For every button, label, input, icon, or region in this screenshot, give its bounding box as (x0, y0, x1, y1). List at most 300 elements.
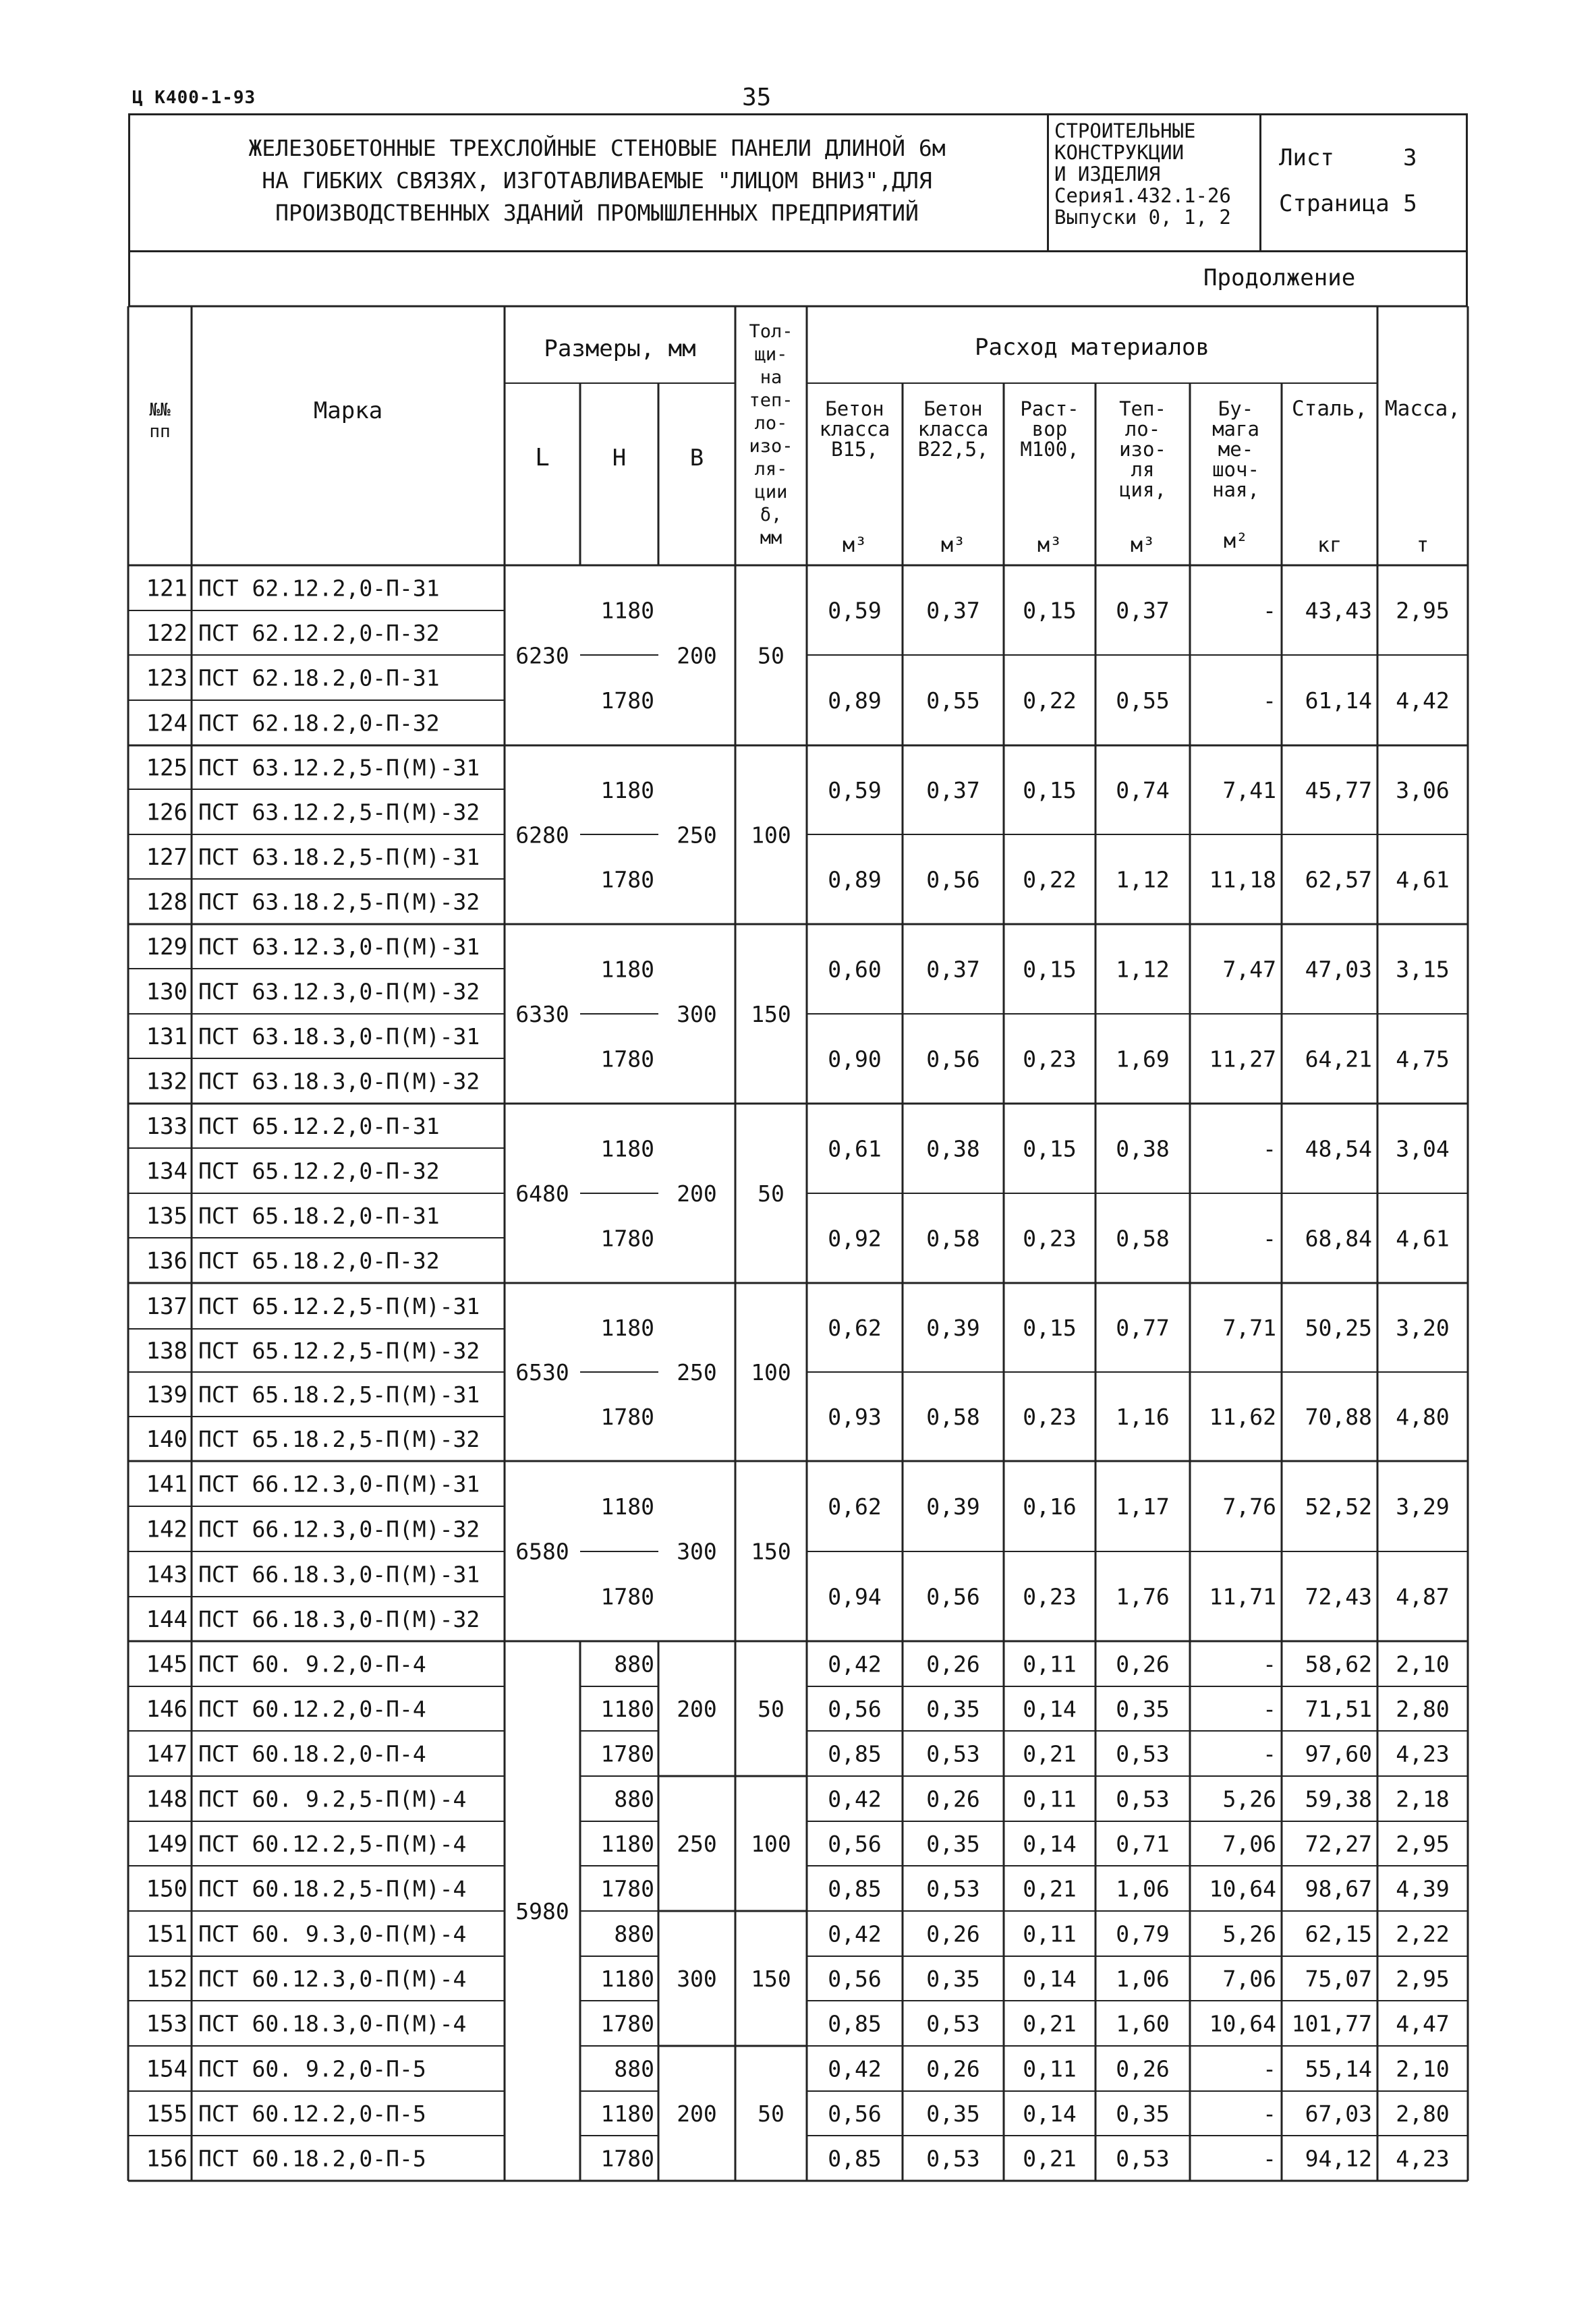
insulation-thickness: 150 (751, 1538, 791, 1565)
length-L: 6330 (515, 1001, 569, 1027)
paper: - (1263, 2101, 1276, 2127)
header-thickness: щи- (754, 344, 788, 365)
row-mark: ПСТ 60. 9.3,0-П(М)-4 (198, 1920, 467, 1947)
concrete-b15: 0,42 (828, 1920, 882, 1947)
row-number: 130 (146, 978, 188, 1006)
mortar: 0,15 (1023, 777, 1077, 803)
document-code: Ц К400-1-93 (132, 88, 256, 108)
insulation: 0,26 (1116, 2055, 1170, 2082)
paper: 7,06 (1222, 1966, 1276, 1992)
sheet-number: 3 (1403, 144, 1417, 171)
unit-t: т (1416, 534, 1429, 557)
title-line: ПРОИЗВОДСТВЕННЫХ ЗДАНИЙ ПРОМЫШЛЕННЫХ ПРЕДПРИЯТИЙ (275, 200, 919, 226)
concrete-b15: 0,89 (828, 866, 882, 893)
mass: 3,20 (1396, 1315, 1450, 1341)
height-H: 1180 (600, 1966, 654, 1992)
row-number: 126 (146, 799, 188, 826)
concrete-b15: 0,94 (828, 1583, 882, 1610)
concrete-b22-5: 0,53 (926, 1740, 980, 1767)
row-mark: ПСТ 62.12.2,0-П-32 (198, 620, 440, 646)
row-number: 131 (146, 1023, 188, 1050)
header-mark: Марка (313, 397, 383, 424)
row-number: 129 (146, 934, 188, 961)
concrete-b22-5: 0,26 (926, 1920, 980, 1947)
height-H: 1780 (600, 1740, 654, 1767)
insulation: 1,06 (1116, 1875, 1170, 1902)
row-number: 133 (146, 1113, 188, 1140)
steel: 97,60 (1305, 1740, 1372, 1767)
concrete-b22-5: 0,53 (926, 1875, 980, 1902)
height-H: 1780 (600, 1875, 654, 1902)
insulation: 0,79 (1116, 1920, 1170, 1947)
header-concrete-b15: В15, (831, 438, 878, 461)
mass: 4,39 (1396, 1875, 1450, 1902)
row-mark: ПСТ 65.12.2,5-П(М)-31 (198, 1293, 480, 1319)
width-B: 250 (677, 822, 717, 849)
height-H: 1780 (600, 1046, 654, 1073)
steel: 98,67 (1305, 1875, 1372, 1902)
mortar: 0,15 (1023, 597, 1077, 624)
height-H: 1780 (600, 2010, 654, 2037)
length-L: 6580 (515, 1538, 569, 1565)
concrete-b15: 0,85 (828, 1740, 882, 1767)
row-number: 124 (146, 710, 188, 737)
header-concrete-b22-5: Бетон (923, 397, 983, 420)
mortar: 0,14 (1023, 1696, 1077, 1722)
steel: 62,15 (1305, 1920, 1372, 1947)
paper: - (1263, 2145, 1276, 2172)
paper: - (1263, 1135, 1276, 1162)
paper: 7,47 (1222, 956, 1276, 983)
row-number: 123 (146, 664, 188, 692)
mortar: 0,21 (1023, 2145, 1077, 2172)
header-paper: шоч- (1212, 458, 1259, 481)
mortar: 0,22 (1023, 866, 1077, 893)
row-number: 141 (146, 1471, 188, 1498)
row-number: 144 (146, 1606, 188, 1633)
mortar: 0,11 (1023, 2055, 1077, 2082)
row-number: 153 (146, 2010, 188, 2038)
unit-kg: кг (1317, 534, 1342, 557)
concrete-b22-5: 0,53 (926, 2145, 980, 2172)
height-H: 1180 (600, 2101, 654, 2127)
width-B: 300 (677, 1001, 717, 1027)
paper: 7,76 (1222, 1493, 1276, 1520)
concrete-b22-5: 0,35 (926, 1966, 980, 1992)
concrete-b15: 0,59 (828, 777, 882, 803)
paper: 11,71 (1209, 1583, 1276, 1610)
mortar: 0,16 (1023, 1493, 1077, 1520)
concrete-b22-5: 0,58 (926, 1225, 980, 1252)
header-thickness: теп- (749, 390, 793, 411)
width-B: 250 (677, 1359, 717, 1386)
row-mark: ПСТ 60.18.2,0-П-5 (198, 2145, 426, 2172)
mortar: 0,15 (1023, 1135, 1077, 1162)
height-H: 1180 (600, 597, 654, 624)
paper: - (1263, 1740, 1276, 1767)
row-number: 137 (146, 1293, 188, 1320)
concrete-b22-5: 0,26 (926, 1651, 980, 1678)
row-mark: ПСТ 63.18.3,0-П(М)-31 (198, 1023, 480, 1050)
steel: 55,14 (1305, 2055, 1372, 2082)
paper: 7,06 (1222, 1831, 1276, 1857)
mass: 4,42 (1396, 687, 1450, 714)
concrete-b15: 0,42 (828, 1786, 882, 1813)
mass: 2,95 (1396, 1831, 1450, 1857)
mortar: 0,11 (1023, 1651, 1077, 1678)
width-B: 200 (677, 1696, 717, 1722)
sheet-label: Лист (1279, 144, 1334, 171)
row-number: 148 (146, 1786, 188, 1813)
steel: 45,77 (1305, 777, 1372, 803)
paper: - (1263, 1651, 1276, 1678)
row-number: 156 (146, 2145, 188, 2173)
paper: - (1263, 597, 1276, 624)
header-thickness: изо- (749, 436, 793, 457)
series-line: КОНСТРУКЦИИ (1054, 141, 1185, 164)
row-mark: ПСТ 63.18.3,0-П(М)-32 (198, 1068, 480, 1095)
row-mark: ПСТ 66.18.3,0-П(М)-31 (198, 1561, 480, 1588)
mortar: 0,21 (1023, 2010, 1077, 2037)
concrete-b22-5: 0,39 (926, 1493, 980, 1520)
height-H: 880 (614, 1920, 654, 1947)
header-H: Н (612, 445, 627, 472)
insulation: 0,37 (1116, 597, 1170, 624)
concrete-b22-5: 0,38 (926, 1135, 980, 1162)
steel: 58,62 (1305, 1651, 1372, 1678)
steel: 52,52 (1305, 1493, 1372, 1520)
concrete-b22-5: 0,37 (926, 956, 980, 983)
header-thickness: ции (754, 482, 788, 503)
insulation: 0,26 (1116, 1651, 1170, 1678)
header-materials: Расход материалов (975, 334, 1209, 361)
height-H: 1780 (600, 1583, 654, 1610)
row-mark: ПСТ 65.18.2,5-П(М)-32 (198, 1426, 480, 1452)
row-number: 138 (146, 1338, 188, 1365)
row-mark: ПСТ 60.12.2,0-П-4 (198, 1696, 426, 1722)
mass: 3,29 (1396, 1493, 1450, 1520)
height-H: 1780 (600, 1225, 654, 1252)
unit-m2: м² (1223, 530, 1249, 553)
title-line: НА ГИБКИХ СВЯЗЯХ, ИЗГОТАВЛИВАЕМЫЕ "ЛИЦОМ ВНИЗ",ДЛЯ (262, 167, 932, 194)
height-H: 880 (614, 1786, 654, 1813)
insulation: 0,38 (1116, 1135, 1170, 1162)
header-mortar: М100, (1020, 438, 1079, 461)
page-number: 35 (742, 84, 772, 111)
mortar: 0,14 (1023, 1831, 1077, 1857)
continuation-label: Продолжение (1203, 264, 1356, 291)
row-number: 122 (146, 620, 188, 647)
concrete-b15: 0,85 (828, 2145, 882, 2172)
concrete-b15: 0,56 (828, 1696, 882, 1722)
header-steel: Сталь, (1292, 397, 1367, 421)
paper: 7,71 (1222, 1315, 1276, 1341)
mass: 4,23 (1396, 1740, 1450, 1767)
header-thickness: мм (760, 527, 782, 548)
insulation: 0,55 (1116, 687, 1170, 714)
insulation-thickness: 50 (758, 1696, 785, 1722)
mass: 4,80 (1396, 1404, 1450, 1430)
paper: 11,62 (1209, 1404, 1276, 1430)
mortar: 0,22 (1023, 687, 1077, 714)
row-mark: ПСТ 66.18.3,0-П(М)-32 (198, 1606, 480, 1632)
insulation: 1,17 (1116, 1493, 1170, 1520)
header-mortar: Раст- (1020, 397, 1079, 420)
header-insulation: ция, (1119, 478, 1166, 501)
paper: - (1263, 1225, 1276, 1252)
mortar: 0,15 (1023, 956, 1077, 983)
unit-m3: м³ (1130, 534, 1156, 557)
mortar: 0,23 (1023, 1583, 1077, 1610)
insulation: 0,35 (1116, 2101, 1170, 2127)
paper: 10,64 (1209, 2010, 1276, 2037)
mass: 2,80 (1396, 1696, 1450, 1722)
concrete-b22-5: 0,26 (926, 1786, 980, 1813)
insulation: 0,53 (1116, 2145, 1170, 2172)
row-mark: ПСТ 65.18.2,0-П-31 (198, 1203, 440, 1229)
height-H: 1780 (600, 687, 654, 714)
height-H: 1180 (600, 1696, 654, 1722)
insulation: 1,12 (1116, 956, 1170, 983)
mortar: 0,21 (1023, 1740, 1077, 1767)
mortar: 0,23 (1023, 1225, 1077, 1252)
insulation: 0,35 (1116, 1696, 1170, 1722)
steel: 94,12 (1305, 2145, 1372, 2172)
concrete-b22-5: 0,26 (926, 2055, 980, 2082)
mass: 4,87 (1396, 1583, 1450, 1610)
concrete-b22-5: 0,35 (926, 2101, 980, 2127)
mass: 3,15 (1396, 956, 1450, 983)
concrete-b15: 0,56 (828, 1831, 882, 1857)
header-concrete-b22-5: В22,5, (917, 438, 989, 461)
row-number: 146 (146, 1696, 188, 1723)
height-H: 880 (614, 1651, 654, 1678)
row-number: 154 (146, 2055, 188, 2083)
row-number: 142 (146, 1516, 188, 1543)
row-mark: ПСТ 63.18.2,5-П(М)-31 (198, 844, 480, 870)
row-mark: ПСТ 66.12.3,0-П(М)-31 (198, 1471, 480, 1497)
insulation-thickness: 150 (751, 1001, 791, 1027)
steel: 62,57 (1305, 866, 1372, 893)
insulation: 1,69 (1116, 1046, 1170, 1073)
height-H: 1180 (600, 1493, 654, 1520)
mass: 4,61 (1396, 866, 1450, 893)
header-thickness: ло- (754, 413, 788, 434)
concrete-b15: 0,42 (828, 1651, 882, 1678)
insulation: 0,74 (1116, 777, 1170, 803)
length-L: 6480 (515, 1180, 569, 1207)
concrete-b22-5: 0,35 (926, 1831, 980, 1857)
insulation: 0,53 (1116, 1740, 1170, 1767)
insulation: 0,53 (1116, 1786, 1170, 1813)
row-mark: ПСТ 65.12.2,0-П-32 (198, 1158, 440, 1185)
insulation: 0,71 (1116, 1831, 1170, 1857)
series-line: И ИЗДЕЛИЯ (1054, 163, 1161, 186)
width-B: 200 (677, 2101, 717, 2127)
concrete-b15: 0,90 (828, 1046, 882, 1073)
height-H: 1180 (600, 1135, 654, 1162)
header-thickness: ля- (754, 459, 788, 480)
steel: 101,77 (1291, 2010, 1372, 2037)
row-mark: ПСТ 63.12.2,5-П(М)-32 (198, 799, 480, 826)
concrete-b15: 0,60 (828, 956, 882, 983)
row-mark: ПСТ 62.18.2,0-П-31 (198, 664, 440, 691)
row-mark: ПСТ 60.18.2,0-П-4 (198, 1740, 426, 1767)
length-L: 5980 (515, 1898, 569, 1924)
mortar: 0,11 (1023, 1786, 1077, 1813)
header-concrete-b15: класса (819, 418, 890, 440)
page-label: Страница 5 (1279, 190, 1417, 217)
header-mass: Масса, (1385, 397, 1460, 421)
height-H: 1780 (600, 1404, 654, 1430)
row-number: 128 (146, 888, 188, 916)
row-number: 150 (146, 1875, 188, 1903)
concrete-b22-5: 0,56 (926, 1046, 980, 1073)
row-mark: ПСТ 65.18.2,0-П-32 (198, 1247, 440, 1274)
header-num: пп (149, 422, 171, 442)
insulation: 1,60 (1116, 2010, 1170, 2037)
concrete-b22-5: 0,56 (926, 866, 980, 893)
header-insulation: Теп- (1119, 397, 1166, 420)
insulation: 1,16 (1116, 1404, 1170, 1430)
steel: 47,03 (1305, 956, 1372, 983)
height-H: 1780 (600, 866, 654, 893)
series-line: Выпуски 0, 1, 2 (1054, 206, 1231, 229)
unit-m3: м³ (940, 534, 966, 557)
concrete-b15: 0,92 (828, 1225, 882, 1252)
series-line: Серия1.432.1-26 (1054, 184, 1231, 207)
row-number: 147 (146, 1740, 188, 1768)
length-L: 6230 (515, 642, 569, 669)
concrete-b15: 0,42 (828, 2055, 882, 2082)
concrete-b15: 0,59 (828, 597, 882, 624)
insulation: 1,12 (1116, 866, 1170, 893)
unit-m3: м³ (842, 534, 867, 557)
header-num: №№ (149, 400, 171, 420)
concrete-b15: 0,56 (828, 1966, 882, 1992)
paper: - (1263, 687, 1276, 714)
header-mortar: вор (1031, 418, 1068, 440)
header-insulation: ло- (1124, 418, 1161, 440)
width-B: 200 (677, 1180, 717, 1207)
steel: 72,27 (1305, 1831, 1372, 1857)
row-mark: ПСТ 63.18.2,5-П(М)-32 (198, 888, 480, 915)
header-dimensions: Размеры, мм (544, 335, 696, 362)
concrete-b22-5: 0,53 (926, 2010, 980, 2037)
concrete-b22-5: 0,35 (926, 1696, 980, 1722)
concrete-b15: 0,61 (828, 1135, 882, 1162)
row-mark: ПСТ 63.12.3,0-П(М)-32 (198, 978, 480, 1005)
header-thickness: δ, (760, 505, 782, 525)
length-L: 6530 (515, 1359, 569, 1386)
concrete-b22-5: 0,56 (926, 1583, 980, 1610)
concrete-b22-5: 0,39 (926, 1315, 980, 1341)
paper: - (1263, 1696, 1276, 1722)
mass: 4,61 (1396, 1225, 1450, 1252)
concrete-b15: 0,56 (828, 2101, 882, 2127)
insulation-thickness: 100 (751, 1831, 791, 1857)
header-insulation: ля (1131, 458, 1155, 481)
mortar: 0,14 (1023, 1966, 1077, 1992)
insulation: 0,77 (1116, 1315, 1170, 1341)
paper: 5,26 (1222, 1920, 1276, 1947)
row-number: 149 (146, 1831, 188, 1858)
paper: 11,27 (1209, 1046, 1276, 1073)
row-mark: ПСТ 60.18.3,0-П(М)-4 (198, 2010, 467, 2037)
mass: 4,23 (1396, 2145, 1450, 2172)
series-line: СТРОИТЕЛЬНЫЕ (1054, 119, 1196, 142)
steel: 71,51 (1305, 1696, 1372, 1722)
height-H: 1180 (600, 1831, 654, 1857)
row-number: 155 (146, 2101, 188, 2128)
row-number: 132 (146, 1068, 188, 1095)
concrete-b22-5: 0,37 (926, 777, 980, 803)
concrete-b15: 0,89 (828, 687, 882, 714)
height-H: 1180 (600, 1315, 654, 1341)
steel: 61,14 (1305, 687, 1372, 714)
insulation: 1,76 (1116, 1583, 1170, 1610)
row-number: 135 (146, 1203, 188, 1230)
paper: 10,64 (1209, 1875, 1276, 1902)
steel: 67,03 (1305, 2101, 1372, 2127)
width-B: 300 (677, 1538, 717, 1565)
row-mark: ПСТ 65.12.2,0-П-31 (198, 1113, 440, 1139)
concrete-b15: 0,85 (828, 1875, 882, 1902)
row-number: 127 (146, 844, 188, 871)
height-H: 1780 (600, 2145, 654, 2172)
mortar: 0,15 (1023, 1315, 1077, 1341)
row-mark: ПСТ 63.12.3,0-П(М)-31 (198, 934, 480, 960)
header-paper: ная, (1212, 478, 1259, 501)
height-H: 1180 (600, 956, 654, 983)
steel: 72,43 (1305, 1583, 1372, 1610)
insulation-thickness: 100 (751, 822, 791, 849)
row-mark: ПСТ 60.12.3,0-П(М)-4 (198, 1966, 467, 1992)
row-mark: ПСТ 63.12.2,5-П(М)-31 (198, 754, 480, 781)
mortar: 0,23 (1023, 1404, 1077, 1430)
header-L: L (535, 444, 550, 472)
mass: 4,47 (1396, 2010, 1450, 2037)
steel: 48,54 (1305, 1135, 1372, 1162)
steel: 68,84 (1305, 1225, 1372, 1252)
mass: 2,95 (1396, 597, 1450, 624)
concrete-b15: 0,85 (828, 2010, 882, 2037)
insulation-thickness: 50 (758, 2101, 785, 2127)
concrete-b22-5: 0,55 (926, 687, 980, 714)
row-number: 136 (146, 1247, 188, 1275)
header-paper: Бу- (1218, 397, 1254, 420)
insulation-thickness: 150 (751, 1966, 791, 1992)
mass: 2,10 (1396, 1651, 1450, 1678)
mortar: 0,23 (1023, 1046, 1077, 1073)
concrete-b15: 0,93 (828, 1404, 882, 1430)
width-B: 200 (677, 642, 717, 669)
paper: 5,26 (1222, 1786, 1276, 1813)
row-number: 140 (146, 1426, 188, 1453)
row-mark: ПСТ 65.18.2,5-П(М)-31 (198, 1381, 480, 1408)
concrete-b15: 0,62 (828, 1315, 882, 1341)
row-number: 143 (146, 1561, 188, 1589)
row-number: 151 (146, 1920, 188, 1948)
paper: - (1263, 2055, 1276, 2082)
steel: 70,88 (1305, 1404, 1372, 1430)
row-number: 134 (146, 1158, 188, 1185)
mortar: 0,14 (1023, 2101, 1077, 2127)
mass: 2,80 (1396, 2101, 1450, 2127)
mass: 2,95 (1396, 1966, 1450, 1992)
header-insulation: изо- (1119, 438, 1166, 461)
header-concrete-b15: Бетон (825, 397, 884, 420)
